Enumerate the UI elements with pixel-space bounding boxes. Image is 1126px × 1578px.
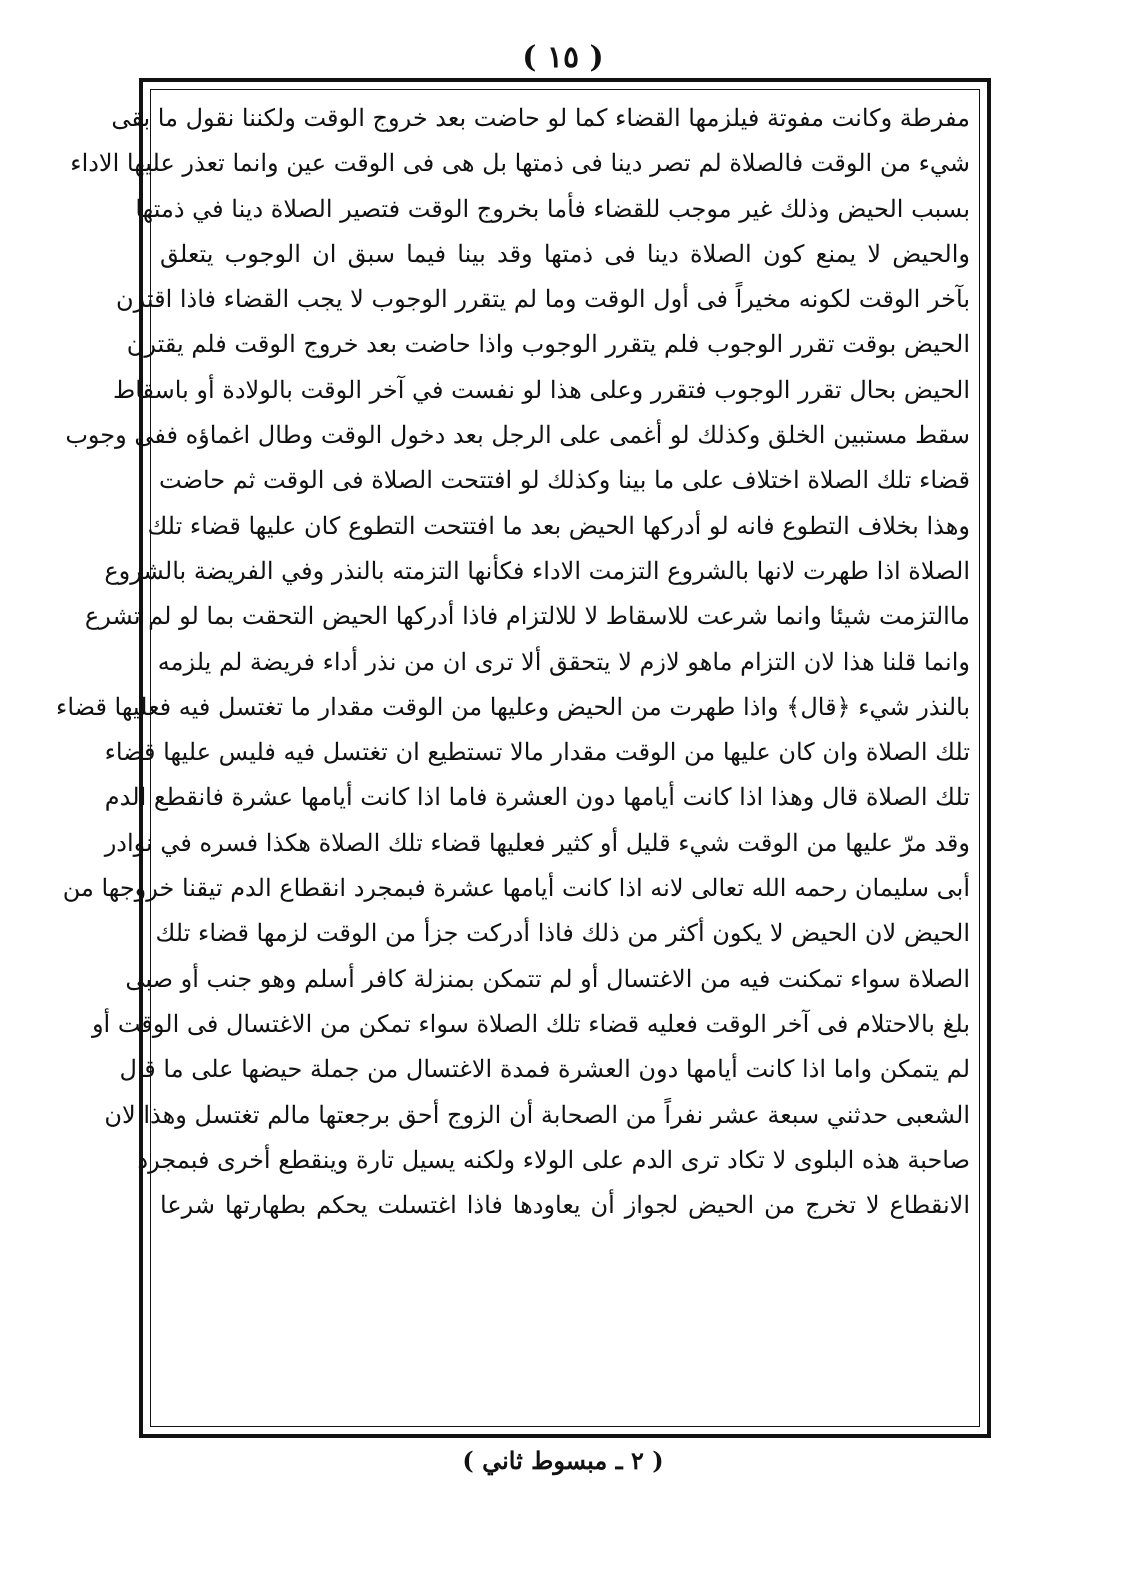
text-line: الشعبى حدثني سبعة عشر نفراً من الصحابة أن الزوج أحق برجعتها مالم تغتسل وهذا لان xyxy=(104,1100,970,1129)
text-line: مفرطة وكانت مفوتة فيلزمها القضاء كما لو حاضت بعد خروج الوقت ولكننا نقول ما بقى xyxy=(111,104,970,132)
text-line: الانقطاع لا تخرج من الحيض لجواز أن يعاودها فاذا اغتسلت يحكم بطهارتها شرعا xyxy=(160,1191,970,1220)
text-line: شيء من الوقت فالصلاة لم تصر دينا فى ذمتها بل هى فى الوقت عين وانما تعذر عليها الاداء xyxy=(70,149,970,178)
text-line: لم يتمكن واما اذا كانت أيامها دون العشرة فمدة الاغتسال من جملة حيضها على ما قال xyxy=(119,1055,970,1084)
text-line: الصلاة سواء تمكنت فيه من الاغتسال أو لم تتمكن بمنزلة كافر أسلم وهو جنب أو صبى xyxy=(125,964,970,993)
text-line: أبى سليمان رحمه الله تعالى لانه اذا كانت أيامها عشرة فبمجرد انقطاع الدم تيقنا خروجها من xyxy=(62,874,970,903)
text-line: تلك الصلاة وان كان عليها من الوقت مقدار مالا تستطيع ان تغتسل فيه فليس عليها قضاء xyxy=(104,738,970,767)
text-line: قضاء تلك الصلاة اختلاف على ما بينا وكذلك لو افتتحت الصلاة فى الوقت ثم حاضت xyxy=(159,466,970,495)
text-line: تلك الصلاة قال وهذا اذا كانت أيامها دون العشرة فاما اذا كانت أيامها عشرة فانقطع الدم xyxy=(104,783,970,812)
text-line: صاحبة هذه البلوى لا تكاد ترى الدم على الولاء ولكنه يسيل تارة وينقطع أخرى فبمجرد xyxy=(137,1145,970,1174)
text-line: سقط مستبين الخلق وكذلك لو أغمى على الرجل بعد دخول الوقت وطال اغماؤه ففى وجوب xyxy=(65,421,970,450)
footer-signature-mark: ( ٢ ـ مبسوط ثاني ) xyxy=(462,1446,664,1475)
text-line: الحيض بوقت تقرر الوجوب فلم يتقرر الوجوب واذا حاضت بعد خروج الوقت فلم يقترن xyxy=(126,330,970,359)
text-line: ماالتزمت شيئا وانما شرعت للاسقاط لا للالتزام فاذا أدركها الحيض التحقت بما لو لم تشرع xyxy=(84,602,970,631)
page-number: ( ١٥ ) xyxy=(522,40,604,75)
text-line: وهذا بخلاف التطوع فانه لو أدركها الحيض بعد ما افتتحت التطوع كان عليها قضاء تلك xyxy=(147,511,970,540)
body-text xyxy=(56,96,970,1418)
text-line: بلغ بالاحتلام فى آخر الوقت فعليه قضاء تلك الصلاة سواء تمكن من الاغتسال فى الوقت أو xyxy=(91,1009,970,1038)
text-line: بالنذر شيء ﴿قال﴾ واذا طهرت من الحيض وعليها من الوقت مقدار ما تغتسل فيه فعليها قضاء xyxy=(56,692,970,721)
text-line: والحيض لا يمنع كون الصلاة دينا فى ذمتها وقد بينا فيما سبق ان الوجوب يتعلق xyxy=(160,239,970,268)
text-line: بآخر الوقت لكونه مخيراً فى أول الوقت وما لم يتقرر الوجوب لا يجب القضاء فاذا اقترن xyxy=(115,285,970,314)
text-line: وقد مرّ عليها من الوقت شيء قليل أو كثير فعليها قضاء تلك الصلاة هكذا فسره في نوادر xyxy=(104,828,970,857)
text-line: الصلاة اذا طهرت لانها بالشروع التزمت الاداء فكأنها التزمته بالنذر وفي الفريضة بالشروع xyxy=(104,556,970,585)
text-line: الحيض لان الحيض لا يكون أكثر من ذلك فاذا أدركت جزأ من الوقت لزمها قضاء تلك xyxy=(155,919,970,948)
text-line: وانما قلنا هذا لان التزام ماهو لازم لا يتحقق ألا ترى ان من نذر أداء فريضة لم يلزمه xyxy=(157,647,970,676)
text-line: الحيض بحال تقرر الوجوب فتقرر وعلى هذا لو نفست في آخر الوقت بالولادة أو باسقاط xyxy=(113,375,970,404)
text-line: بسبب الحيض وذلك غير موجب للقضاء فأما بخروج الوقت فتصير الصلاة دينا في ذمتها xyxy=(135,194,970,223)
